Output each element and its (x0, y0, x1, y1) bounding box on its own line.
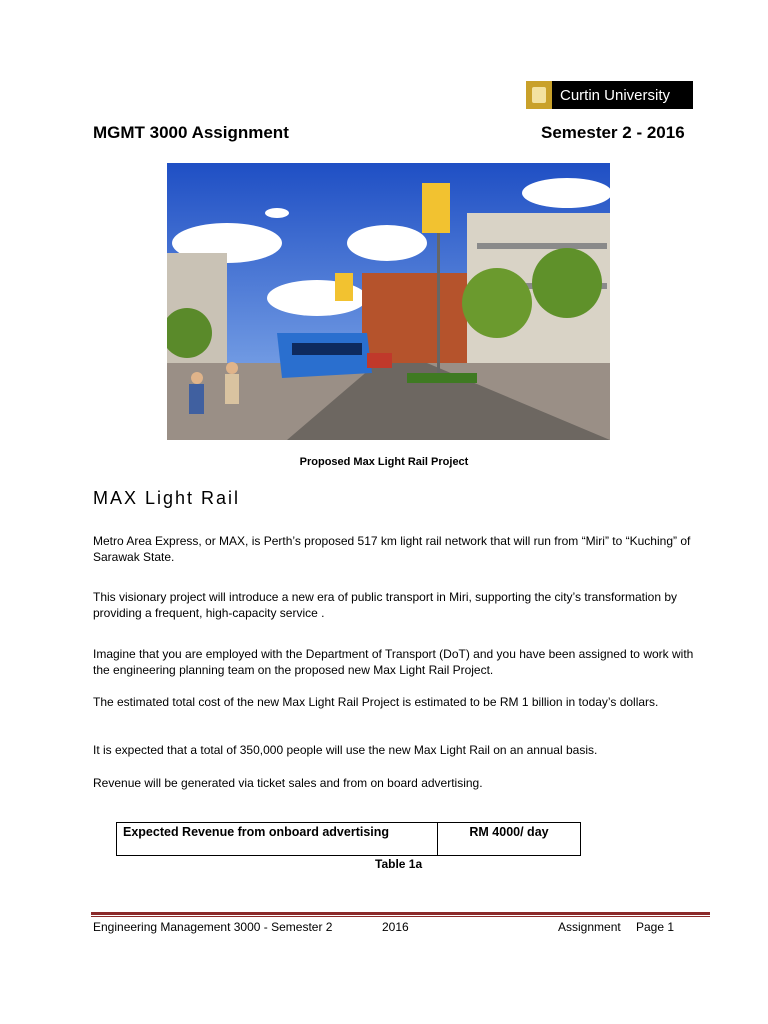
footer-assignment: Assignment (558, 920, 621, 934)
figure-caption: Proposed Max Light Rail Project (299, 456, 469, 468)
table-caption: Table 1a (375, 857, 423, 871)
paragraph: Imagine that you are employed with the Department of Transport (DoT) and you have been assigned to work with the engineering planning team on the proposed new Max Light Rail Project. (93, 647, 694, 677)
paragraph: It is expected that a total of 350,000 people will use the new Max Light Rail on an annual basis. (93, 743, 598, 757)
crest-icon (526, 81, 552, 109)
section-title: MAX Light Rail (93, 488, 241, 508)
footer-page-number: Page 1 (636, 920, 675, 934)
revenue-table (116, 822, 581, 856)
table-cell-value: RM 4000/ day (438, 823, 581, 856)
footer-divider-thin (91, 916, 710, 917)
paragraph: Metro Area Express, or MAX, is Perth’s proposed 517 km light rail network that will run from “Miri” to “Kuching” of Sarawak State. (93, 534, 691, 564)
footer-course: Engineering Management 3000 - Semester 2 (93, 920, 333, 934)
curtin-university-logo (526, 81, 693, 109)
document-title: MGMT 3000 Assignment (93, 123, 289, 142)
paragraph: The estimated total cost of the new Max Light Rail Project is estimated to be RM 1 billion in today’s dollars. (93, 695, 659, 709)
footer-divider (91, 912, 710, 915)
paragraph: Revenue will be generated via ticket sales and from on board advertising. (93, 776, 483, 790)
table-cell-label: Expected Revenue from onboard advertising (117, 823, 438, 856)
light-rail-illustration (167, 163, 610, 440)
paragraph: This visionary project will introduce a new era of public transport in Miri, supporting the city’s transformation by providing a frequent, high-capacity service . (93, 590, 678, 620)
table-row (117, 823, 581, 856)
footer-year: 2016 (382, 920, 409, 934)
semester-title: Semester 2 - 2016 (541, 123, 685, 142)
logo-text: Curtin University (560, 86, 671, 104)
